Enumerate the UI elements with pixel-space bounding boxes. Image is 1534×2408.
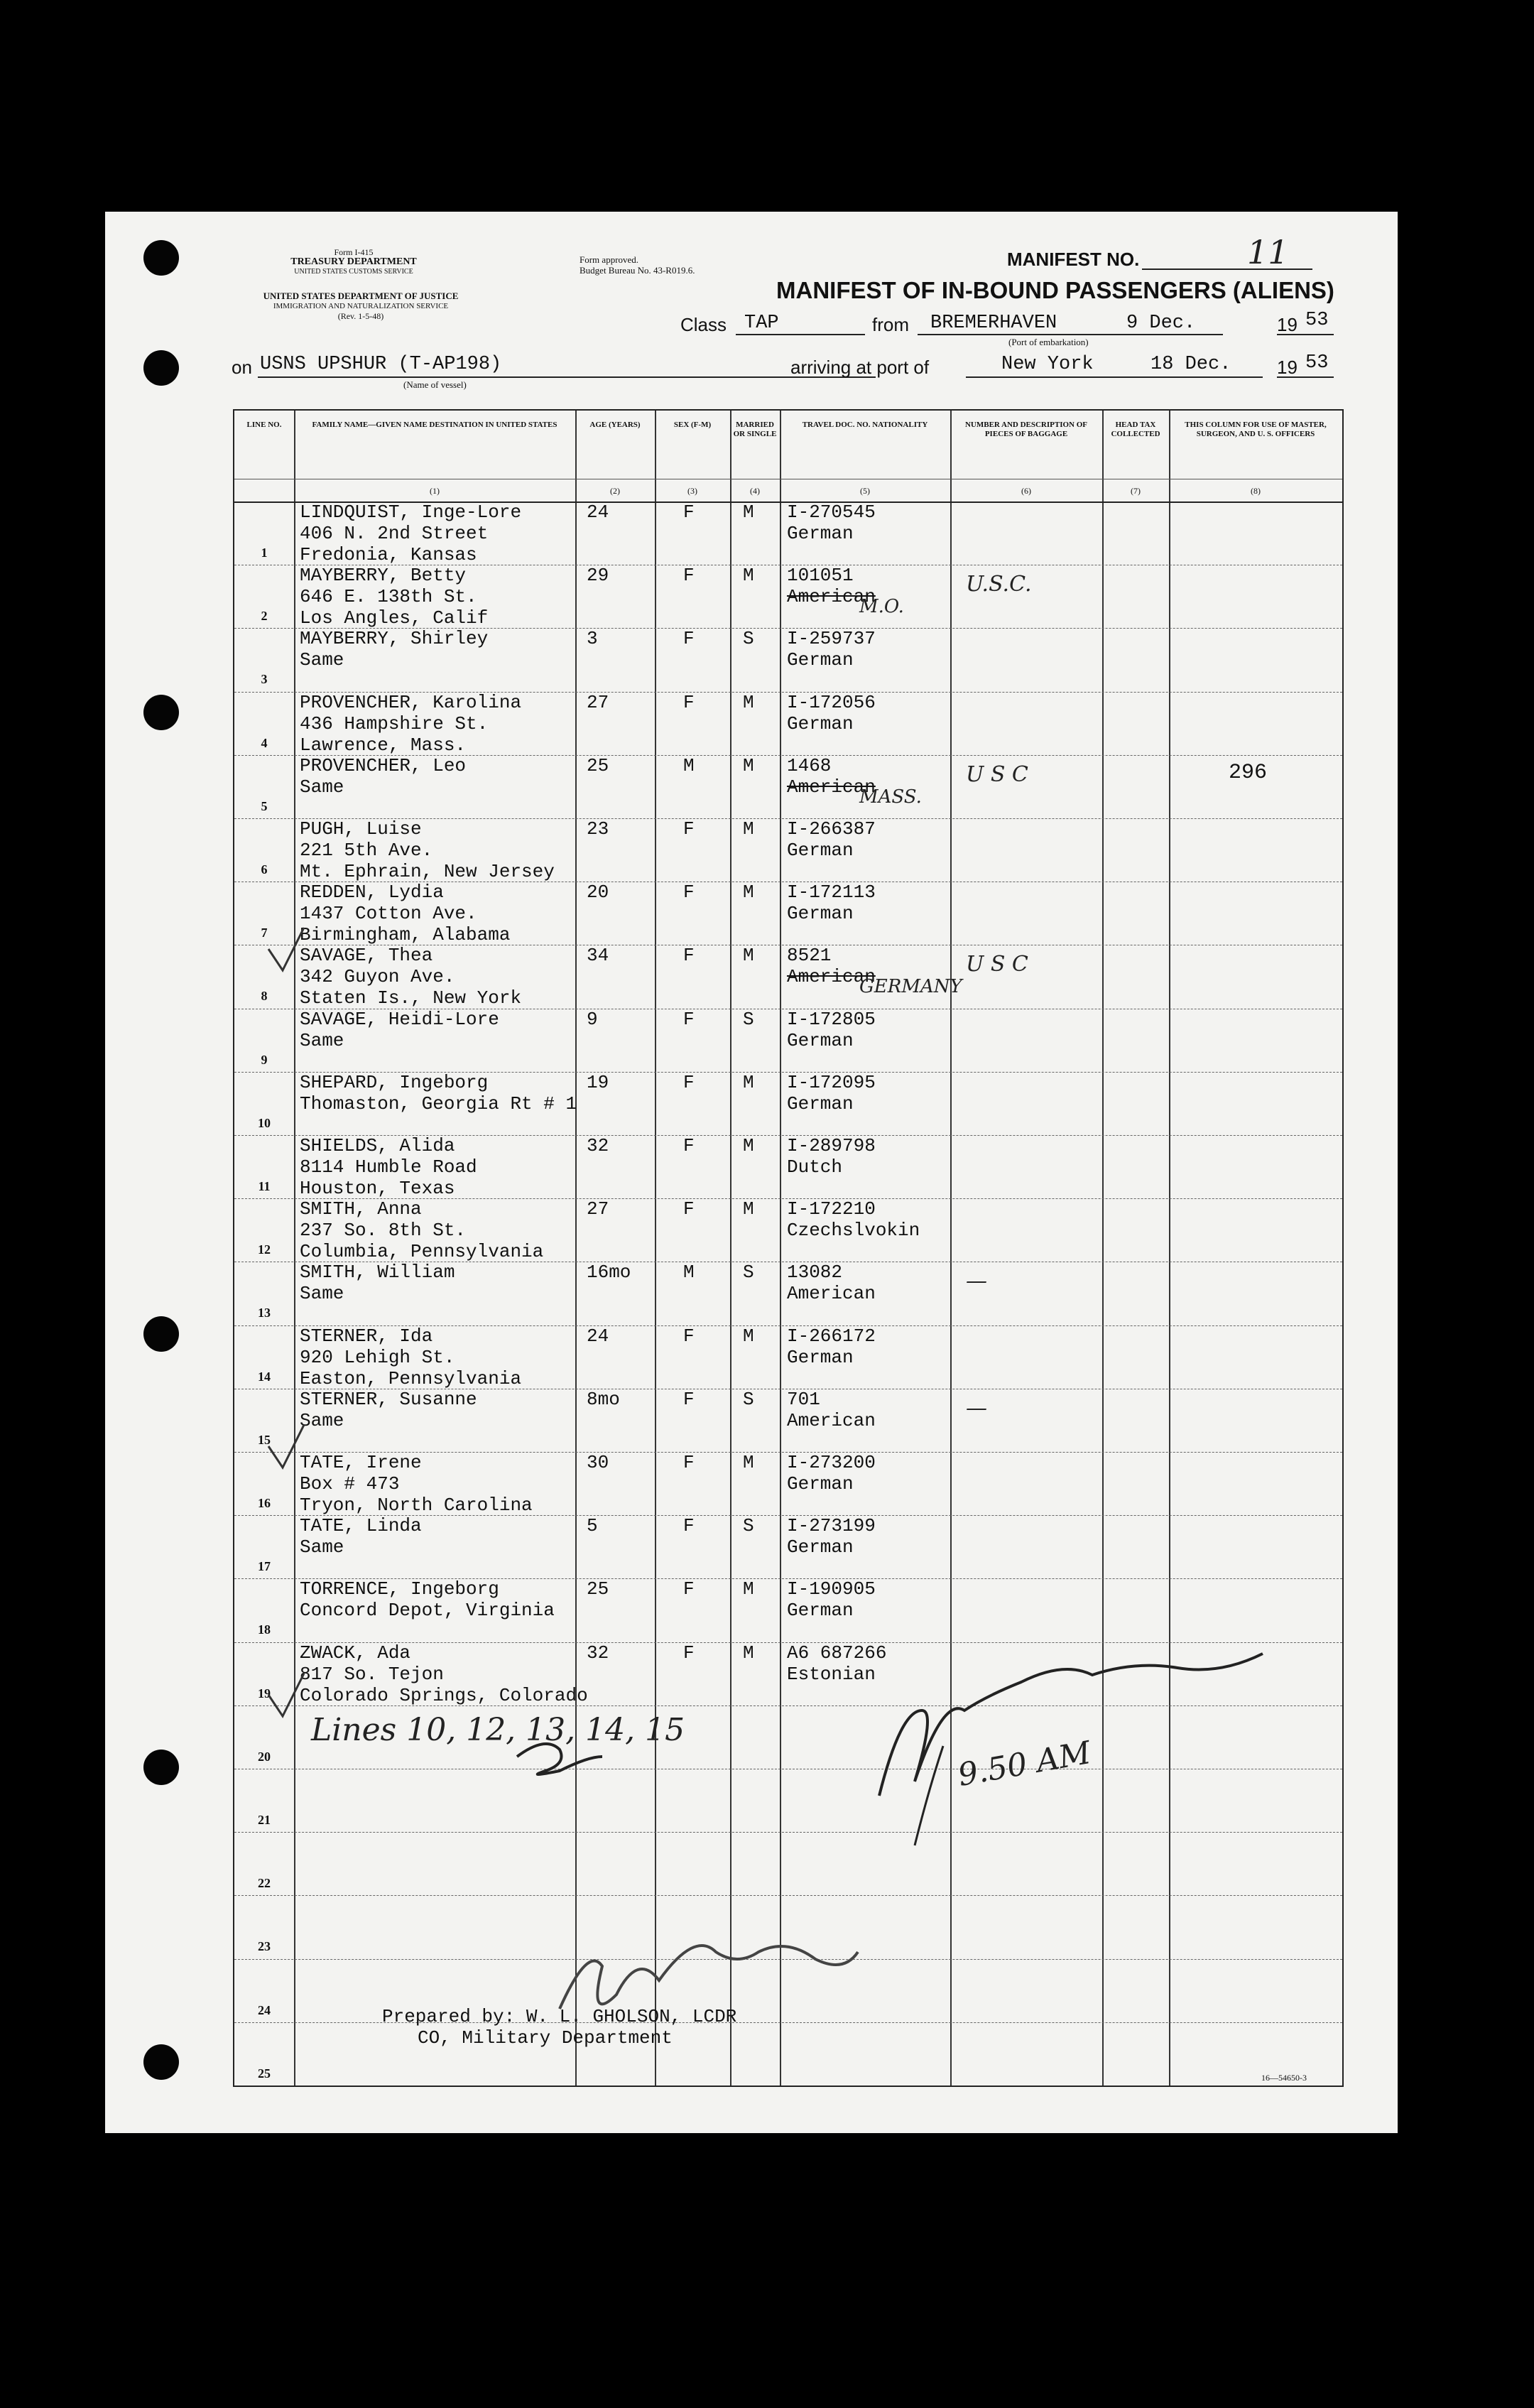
arrival-year-prefix: 19	[1277, 357, 1298, 378]
table-row	[234, 1452, 1342, 1516]
line-number: 13	[258, 1306, 271, 1320]
nationality: German	[787, 1536, 854, 1558]
passenger-name: SMITH, Anna	[300, 1198, 422, 1220]
manifest-no-value: 11	[1247, 233, 1289, 271]
age-value: 32	[587, 1642, 609, 1664]
column-header: LINE NO.	[246, 421, 282, 429]
baggage-note: U S C	[966, 952, 1028, 977]
nationality: American	[787, 966, 876, 988]
passenger-name: PUGH, Luise	[300, 818, 422, 840]
column-header: THIS COLUMN FOR USE OF MASTER, SURGEON, AND U. S. OFFICERS	[1185, 421, 1327, 438]
line-number: 25	[258, 2066, 271, 2081]
nationality: German	[787, 1092, 854, 1114]
destination-line: 920 Lehigh St.	[300, 1346, 455, 1368]
line-number: 23	[258, 1939, 271, 1954]
nationality-correction: M.O.	[859, 596, 904, 618]
travel-doc-no: I-270545	[787, 501, 876, 523]
arriving-label: arriving at port of	[790, 357, 930, 378]
travel-doc-no: I-266387	[787, 818, 876, 840]
travel-doc-no: 8521	[787, 945, 832, 967]
nationality-correction: MASS.	[859, 786, 922, 808]
line-number: 20	[258, 1749, 271, 1764]
passenger-name: SHIELDS, Alida	[300, 1135, 455, 1156]
sex-value: F	[683, 1578, 695, 1600]
marital-status: M	[743, 1325, 754, 1347]
column-number: (8)	[1251, 486, 1261, 496]
time-annotation: 9.50 AM	[955, 1734, 1094, 1794]
sex-value: F	[683, 691, 695, 713]
column-header: TRAVEL DOC. NO. NATIONALITY	[802, 421, 928, 429]
travel-doc-no: I-172056	[787, 691, 876, 713]
age-value: 20	[587, 882, 609, 904]
travel-doc-no: 13082	[787, 1262, 843, 1284]
age-value: 24	[587, 1325, 609, 1347]
line-number: 4	[261, 735, 268, 750]
table-row	[234, 755, 1342, 819]
line-number: 1	[261, 546, 268, 560]
table-row	[234, 628, 1342, 692]
nationality: German	[787, 523, 854, 544]
table-row	[234, 1072, 1342, 1136]
approval-block	[580, 254, 695, 276]
depart-date: 9 Dec.	[1126, 313, 1196, 334]
class-value: TAP	[744, 313, 779, 334]
vessel-value: USNS UPSHUR (T-AP198)	[260, 354, 502, 375]
on-label: on	[232, 357, 252, 378]
baggage-note: U S C	[966, 761, 1028, 787]
travel-doc-no: I-289798	[787, 1135, 876, 1156]
sex-value: F	[683, 1008, 695, 1030]
justice-dept: UNITED STATES DEPARTMENT OF JUSTICE	[263, 291, 459, 301]
travel-doc-no: I-172095	[787, 1071, 876, 1093]
sex-value: M	[683, 754, 695, 776]
age-value: 9	[587, 1008, 598, 1030]
sex-value: F	[683, 628, 695, 650]
marital-status: M	[743, 1578, 754, 1600]
sex-value: F	[683, 1388, 695, 1410]
destination-line: Concord Depot, Virginia	[300, 1600, 555, 1622]
table-row	[234, 1769, 1342, 1833]
line-number: 14	[258, 1369, 271, 1384]
column-header: FAMILY NAME—GIVEN NAME DESTINATION IN UNITED STATES	[312, 421, 557, 429]
travel-doc-no: I-172210	[787, 1198, 876, 1220]
destination-line: Same	[300, 1283, 344, 1305]
nationality: American	[787, 1409, 876, 1431]
sex-value: F	[683, 1452, 695, 1473]
nationality: German	[787, 649, 854, 671]
marital-status: M	[743, 818, 754, 840]
table-row	[234, 1198, 1342, 1262]
punch-hole	[143, 1316, 179, 1352]
marital-status: M	[743, 1198, 754, 1220]
justice-block	[226, 291, 496, 321]
depart-year: 53	[1305, 310, 1329, 331]
class-line	[736, 334, 865, 335]
sex-value: F	[683, 1642, 695, 1664]
marital-status: M	[743, 1135, 754, 1156]
nationality: German	[787, 1346, 854, 1368]
punch-hole	[143, 350, 179, 386]
nationality: American	[787, 586, 876, 608]
from-label: from	[872, 314, 909, 335]
marital-status: M	[743, 1071, 754, 1093]
table-row	[234, 2022, 1342, 2086]
line-number: 6	[261, 862, 268, 877]
nationality: Dutch	[787, 1156, 843, 1178]
line-number: 16	[258, 1496, 271, 1510]
destination-line: Same	[300, 1536, 344, 1558]
travel-doc-no: 101051	[787, 565, 854, 587]
destination-line: Same	[300, 1029, 344, 1051]
passenger-name: TORRENCE, Ingeborg	[300, 1578, 499, 1600]
nationality: Estonian	[787, 1663, 876, 1685]
line-number: 9	[261, 1052, 268, 1067]
destination-line: Birmingham, Alabama	[300, 924, 511, 946]
nationality: German	[787, 840, 854, 861]
travel-doc-no: I-273200	[787, 1452, 876, 1473]
age-value: 25	[587, 1578, 609, 1600]
manifest-title: MANIFEST OF IN-BOUND PASSENGERS (ALIENS)	[776, 277, 1334, 303]
table-row	[234, 818, 1342, 882]
column-number: (2)	[610, 486, 620, 496]
arrival-date: 18 Dec.	[1150, 354, 1231, 375]
destination-line: Tryon, North Carolina	[300, 1495, 533, 1516]
passenger-name: TATE, Irene	[300, 1452, 422, 1473]
destination-line: 436 Hampshire St.	[300, 712, 489, 734]
table-row	[234, 565, 1342, 629]
line-number: 18	[258, 1622, 271, 1637]
age-value: 19	[587, 1071, 609, 1093]
nationality: German	[787, 1473, 854, 1495]
destination-line: 237 So. 8th St.	[300, 1220, 467, 1242]
travel-doc-no: I-172113	[787, 882, 876, 904]
travel-doc-no: I-172805	[787, 1008, 876, 1030]
table-row	[234, 882, 1342, 945]
budget-bureau: Budget Bureau No. 43-R019.6.	[580, 265, 695, 276]
line-number: 7	[261, 926, 268, 940]
line-number: 12	[258, 1242, 271, 1257]
column-number: (5)	[860, 486, 870, 496]
sex-value: M	[683, 1262, 695, 1284]
destination-line: 1437 Cotton Ave.	[300, 903, 477, 925]
travel-doc-no: A6 687266	[787, 1642, 887, 1664]
marital-status: M	[743, 691, 754, 713]
nationality: American	[787, 1283, 876, 1305]
passenger-name: SAVAGE, Heidi-Lore	[300, 1008, 499, 1030]
class-label: Class	[680, 314, 727, 335]
destination-line: Fredonia, Kansas	[300, 544, 477, 565]
table-row	[234, 1262, 1342, 1325]
destination-line: 342 Guyon Ave.	[300, 966, 455, 988]
prepared-unit: CO, Military Department	[418, 2027, 673, 2049]
column-header: HEAD TAX COLLECTED	[1111, 421, 1160, 438]
marital-status: M	[743, 565, 754, 587]
destination-line: Mt. Ephrain, New Jersey	[300, 861, 555, 882]
manifest-no-label: MANIFEST NO.	[1007, 249, 1140, 270]
table-row	[234, 1515, 1342, 1579]
travel-doc-no: I-273199	[787, 1515, 876, 1537]
nationality-correction: GERMANY	[859, 976, 962, 998]
passenger-name: LINDQUIST, Inge-Lore	[300, 501, 522, 523]
column-header: SEX (F-M)	[673, 421, 712, 429]
travel-doc-no: I-259737	[787, 628, 876, 650]
table-row	[234, 1325, 1342, 1389]
table-row	[234, 1895, 1342, 1959]
marital-status: M	[743, 945, 754, 967]
line-number: 19	[258, 1686, 271, 1701]
baggage-note: —	[966, 1269, 987, 1294]
destination-line: Los Angles, Calif	[300, 607, 489, 629]
destination-line: Easton, Pennsylvania	[300, 1367, 522, 1389]
embark-note: (Port of embarkation)	[1008, 337, 1089, 347]
vessel-note: (Name of vessel)	[403, 379, 467, 390]
marital-status: S	[743, 628, 754, 650]
sex-value: F	[683, 1325, 695, 1347]
age-value: 8mo	[587, 1388, 620, 1410]
vessel-line	[258, 376, 876, 378]
line-number: 5	[261, 798, 268, 813]
sex-value: F	[683, 882, 695, 904]
sex-value: F	[683, 501, 695, 523]
age-value: 32	[587, 1135, 609, 1156]
nationality: German	[787, 1029, 854, 1051]
travel-doc-no: 701	[787, 1388, 820, 1410]
sex-value: F	[683, 1071, 695, 1093]
form-id-block	[205, 247, 503, 277]
passenger-name: PROVENCHER, Karolina	[300, 691, 522, 713]
manifest-page	[105, 212, 1398, 2133]
destination-line: 8114 Humble Road	[300, 1156, 477, 1178]
table-row	[234, 692, 1342, 756]
line-number: 21	[258, 1813, 271, 1827]
form-id: Form I-415	[334, 247, 374, 257]
destination-line: Same	[300, 1409, 344, 1431]
line-number: 11	[258, 1179, 271, 1193]
port-line	[966, 376, 1263, 378]
marital-status: M	[743, 754, 754, 776]
age-value: 27	[587, 691, 609, 713]
passenger-name: REDDEN, Lydia	[300, 882, 444, 904]
nationality: German	[787, 1600, 854, 1622]
treasury-dept: TREASURY DEPARTMENT	[290, 256, 417, 267]
marital-status: S	[743, 1262, 754, 1284]
column-header: NUMBER AND DESCRIPTION OF PIECES OF BAGGAGE	[964, 421, 1088, 438]
nationality: Czechslvokin	[787, 1220, 920, 1242]
table-row	[234, 501, 1342, 565]
marital-status: M	[743, 1642, 754, 1664]
line-number: 22	[258, 1876, 271, 1891]
table-row	[234, 1009, 1342, 1073]
table-row	[234, 945, 1342, 1009]
table-row	[234, 1578, 1342, 1642]
line-number: 24	[258, 2002, 271, 2017]
marital-status: S	[743, 1388, 754, 1410]
column-number: (4)	[750, 486, 760, 496]
age-value: 34	[587, 945, 609, 967]
arrival-port: New York	[1001, 354, 1094, 375]
travel-doc-no: I-266172	[787, 1325, 876, 1347]
passenger-name: STERNER, Susanne	[300, 1388, 477, 1410]
sex-value: F	[683, 1198, 695, 1220]
column-number: (7)	[1131, 486, 1141, 496]
age-value: 23	[587, 818, 609, 840]
passenger-name: ZWACK, Ada	[300, 1642, 411, 1664]
punch-hole	[143, 695, 179, 730]
destination-line: Houston, Texas	[300, 1178, 455, 1199]
line-number: 8	[261, 989, 268, 1004]
line-number: 15	[258, 1432, 271, 1447]
passenger-name: MAYBERRY, Shirley	[300, 628, 489, 650]
age-value: 25	[587, 754, 609, 776]
column-number: (3)	[687, 486, 697, 496]
line-number: 17	[258, 1559, 271, 1574]
age-value: 3	[587, 628, 598, 650]
destination-line: Lawrence, Mass.	[300, 734, 467, 756]
passenger-name: PROVENCHER, Leo	[300, 754, 467, 776]
customs-service: UNITED STATES CUSTOMS SERVICE	[294, 268, 413, 276]
table-row	[234, 1389, 1342, 1453]
line-number: 3	[261, 672, 268, 687]
sex-value: F	[683, 1515, 695, 1537]
table-row	[234, 1642, 1342, 1706]
arrival-year: 53	[1305, 352, 1329, 374]
marital-status: M	[743, 882, 754, 904]
passenger-name: SMITH, William	[300, 1262, 455, 1284]
column-number: (1)	[430, 486, 440, 496]
form-approved: Form approved.	[580, 254, 639, 265]
age-value: 24	[587, 501, 609, 523]
column-number: (6)	[1021, 486, 1031, 496]
passenger-table	[233, 409, 1344, 2087]
punch-hole	[143, 240, 179, 276]
travel-doc-no: 1468	[787, 754, 832, 776]
marital-status: S	[743, 1008, 754, 1030]
passenger-name: SHEPARD, Ingeborg	[300, 1071, 489, 1093]
table-row	[234, 1135, 1342, 1199]
passenger-name: STERNER, Ida	[300, 1325, 433, 1347]
prepared-by: Prepared by: W. L. GHOLSON, LCDR	[382, 2006, 737, 2027]
marital-status: M	[743, 501, 754, 523]
ins-service: IMMIGRATION AND NATURALIZATION SERVICE	[273, 302, 449, 310]
table-row	[234, 1832, 1342, 1896]
baggage-note: U.S.C.	[966, 572, 1032, 597]
from-line	[918, 334, 1223, 335]
column-header: MARRIED OR SINGLE	[733, 421, 777, 438]
destination-line: Columbia, Pennsylvania	[300, 1241, 544, 1263]
sex-value: F	[683, 565, 695, 587]
lines-annotation: Lines 10, 12, 13, 14, 15	[311, 1712, 685, 1748]
baggage-note: —	[966, 1395, 987, 1421]
rev-date: (Rev. 1-5-48)	[337, 311, 384, 321]
sex-value: F	[683, 818, 695, 840]
column-header: AGE (YEARS)	[589, 421, 641, 429]
destination-line: Box # 473	[300, 1473, 400, 1495]
destination-line: Thomaston, Georgia Rt # 1	[300, 1092, 577, 1114]
line-number: 10	[258, 1115, 271, 1130]
age-value: 5	[587, 1515, 598, 1537]
from-value: BREMERHAVEN	[930, 313, 1057, 334]
travel-doc-no: I-190905	[787, 1578, 876, 1600]
nationality: German	[787, 712, 854, 734]
sex-value: F	[683, 1135, 695, 1156]
destination-line: Same	[300, 649, 344, 671]
destination-line: Staten Is., New York	[300, 987, 522, 1009]
print-code: 16—54650-3	[1261, 2073, 1307, 2083]
officer-column-value: 296	[1229, 760, 1268, 785]
passenger-name: SAVAGE, Thea	[300, 945, 433, 967]
punch-hole	[143, 2044, 179, 2080]
passenger-name: TATE, Linda	[300, 1515, 422, 1537]
marital-status: M	[743, 1452, 754, 1473]
age-value: 16mo	[587, 1262, 631, 1284]
sex-value: F	[683, 945, 695, 967]
destination-line: Same	[300, 776, 344, 798]
passenger-name: MAYBERRY, Betty	[300, 565, 467, 587]
age-value: 27	[587, 1198, 609, 1220]
age-value: 29	[587, 565, 609, 587]
nationality: German	[787, 903, 854, 925]
age-value: 30	[587, 1452, 609, 1473]
destination-line: Colorado Springs, Colorado	[300, 1684, 588, 1706]
destination-line: 646 E. 138th St.	[300, 586, 477, 608]
punch-hole	[143, 1750, 179, 1785]
nationality: American	[787, 776, 876, 798]
depart-year-prefix: 19	[1277, 314, 1298, 335]
marital-status: S	[743, 1515, 754, 1537]
line-number: 2	[261, 609, 268, 624]
destination-line: 406 N. 2nd Street	[300, 523, 489, 544]
destination-line: 221 5th Ave.	[300, 840, 433, 861]
destination-line: 817 So. Tejon	[300, 1663, 444, 1685]
